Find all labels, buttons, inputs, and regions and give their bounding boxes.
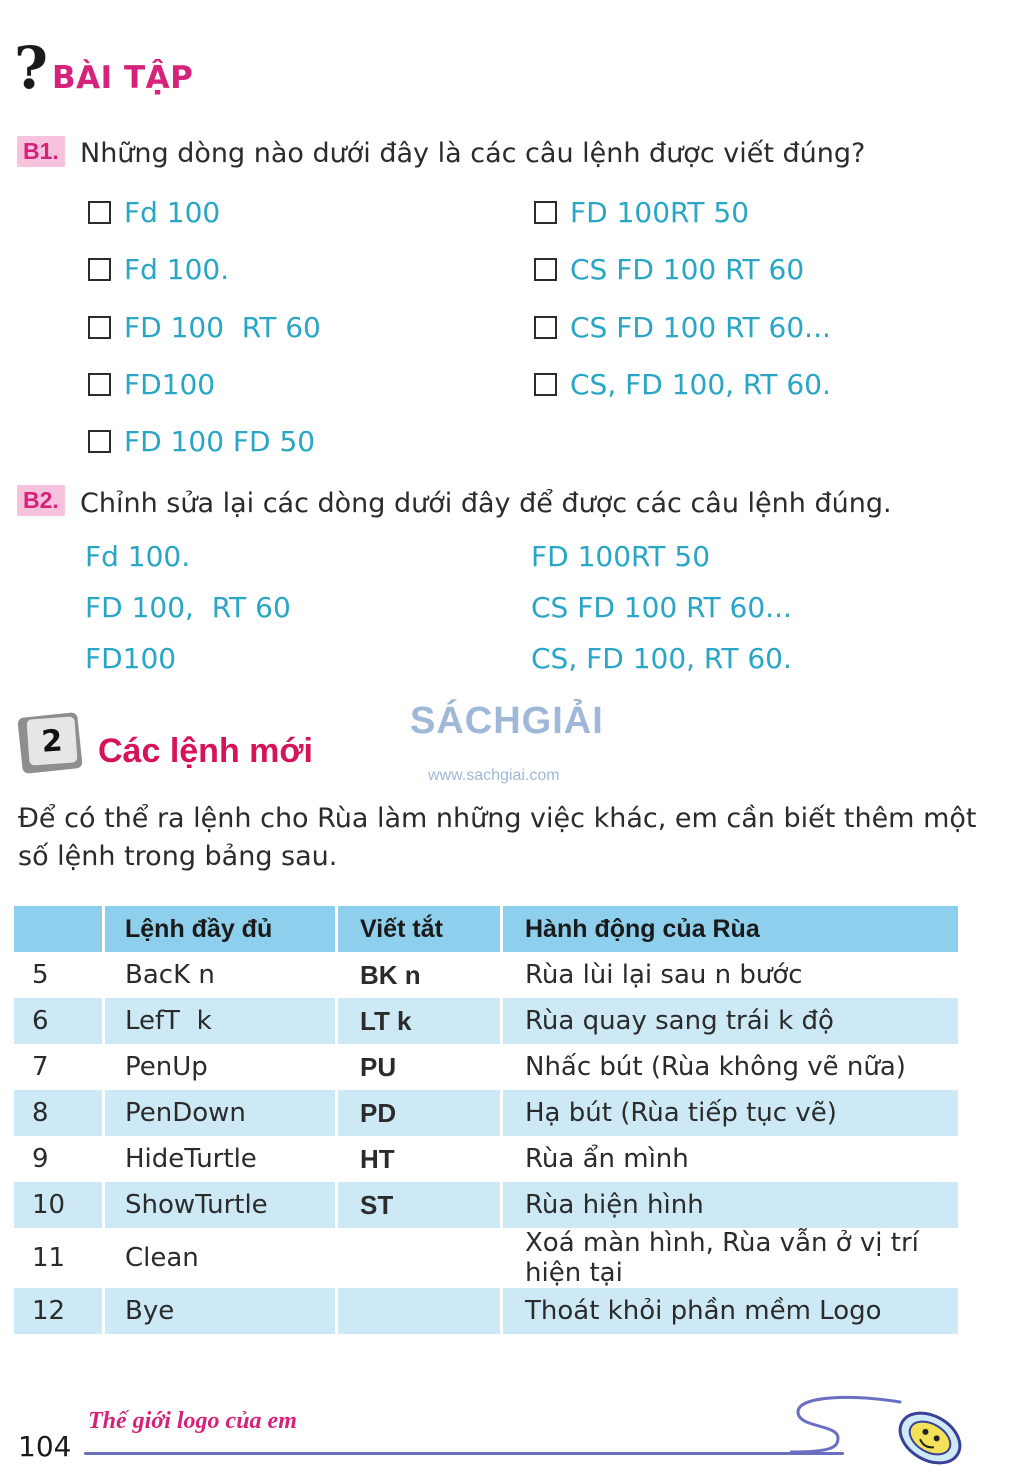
turtle-action: Rùa hiện hình xyxy=(502,1182,959,1228)
abbreviation: ST xyxy=(337,1182,502,1228)
full-command: Bye xyxy=(104,1288,337,1334)
table-row xyxy=(14,1136,958,1182)
option-item[interactable]: Fd 100 xyxy=(88,196,220,229)
full-command: LefT k xyxy=(104,998,337,1044)
exercise-badge-b2: B2. xyxy=(17,485,65,516)
option-item[interactable]: FD100 xyxy=(88,368,215,401)
table-row xyxy=(14,998,958,1044)
checkbox[interactable] xyxy=(88,373,111,396)
table-header xyxy=(14,906,104,952)
checkbox[interactable] xyxy=(534,316,557,339)
abbreviation xyxy=(337,1288,502,1334)
footer-divider xyxy=(84,1452,844,1455)
checkbox[interactable] xyxy=(534,201,557,224)
checkbox[interactable] xyxy=(88,258,111,281)
row-number: 11 xyxy=(32,1243,66,1273)
abbreviation xyxy=(337,1228,502,1288)
full-command: ShowTurtle xyxy=(104,1182,337,1228)
watermark-logo: SÁCHGIẢI xyxy=(410,700,604,742)
full-command: PenUp xyxy=(104,1044,337,1090)
turtle-action: Xoá màn hình, Rùa vẫn ở vị trí hiện tại xyxy=(502,1228,959,1288)
b2-line: FD100 xyxy=(85,642,177,675)
table-row xyxy=(14,952,958,998)
row-number: 12 xyxy=(14,1288,104,1334)
section-title: BÀI TẬP xyxy=(52,60,194,96)
intro-paragraph: Để có thể ra lệnh cho Rùa làm những việc khác, em cần biết thêm một số lệnh trong bảng sau. xyxy=(18,803,977,872)
abbreviation: PD xyxy=(337,1090,502,1136)
turtle-action: Rùa ẩn mình xyxy=(502,1136,959,1182)
option-item[interactable]: FD 100RT 50 xyxy=(534,196,749,229)
b2-line: FD 100, RT 60 xyxy=(85,591,291,624)
full-command: Clean xyxy=(104,1228,337,1288)
book-title: Thế giới logo của em xyxy=(88,1408,297,1434)
commands-table xyxy=(14,906,958,1334)
checkbox[interactable] xyxy=(88,430,111,453)
table-header: Lệnh đầy đủ xyxy=(104,906,337,952)
exercise-badge-b1: B1. xyxy=(17,136,65,167)
exercise-question-b1: Những dòng nào dưới đây là các câu lệnh được viết đúng? xyxy=(80,138,866,169)
section-number: 2 xyxy=(26,716,77,765)
turtle-action: Nhấc bút (Rùa không vẽ nữa) xyxy=(502,1044,959,1090)
option-item[interactable]: CS, FD 100, RT 60. xyxy=(534,368,831,401)
option-item[interactable]: CS FD 100 RT 60 xyxy=(534,253,804,286)
row-number: 10 xyxy=(14,1182,104,1228)
table-header-row xyxy=(14,906,958,952)
abbreviation: BK n xyxy=(337,952,502,998)
exercise-question-b2: Chỉnh sửa lại các dòng dưới đây để được các câu lệnh đúng. xyxy=(80,488,892,519)
turtle-action: Rùa quay sang trái k độ xyxy=(502,998,959,1044)
question-mark-icon: ? xyxy=(14,34,48,102)
checkbox[interactable] xyxy=(534,373,557,396)
turtle-action: Rùa lùi lại sau n bước xyxy=(502,952,959,998)
table-header: Viết tắt xyxy=(337,906,502,952)
table-row xyxy=(14,1044,958,1090)
row-number: 9 xyxy=(32,1144,49,1174)
turtle-action: Thoát khỏi phần mềm Logo xyxy=(502,1288,959,1334)
mouse-icon xyxy=(790,1388,970,1476)
checkbox[interactable] xyxy=(534,258,557,281)
row-number: 5 xyxy=(32,960,49,990)
b2-line: FD 100RT 50 xyxy=(531,540,711,573)
b2-line: CS, FD 100, RT 60. xyxy=(531,642,792,675)
b2-line: Fd 100. xyxy=(85,540,191,573)
option-item[interactable]: CS FD 100 RT 60... xyxy=(534,311,831,344)
b2-line: CS FD 100 RT 60... xyxy=(531,591,792,624)
watermark-url: www.sachgiai.com xyxy=(428,767,560,784)
full-command: BacK n xyxy=(104,952,337,998)
row-number: 6 xyxy=(14,998,104,1044)
checkbox[interactable] xyxy=(88,316,111,339)
abbreviation: LT k xyxy=(337,998,502,1044)
section-heading: Các lệnh mới xyxy=(98,732,314,770)
option-item[interactable]: FD 100 RT 60 xyxy=(88,311,321,344)
page-number: 104 xyxy=(18,1430,72,1463)
full-command: PenDown xyxy=(104,1090,337,1136)
full-command: HideTurtle xyxy=(104,1136,337,1182)
table-row xyxy=(14,1182,958,1228)
option-item[interactable]: FD 100 FD 50 xyxy=(88,425,315,458)
table-row xyxy=(14,1288,958,1334)
row-number: 8 xyxy=(14,1090,104,1136)
table-row xyxy=(14,1228,958,1288)
checkbox[interactable] xyxy=(88,201,111,224)
table-header: Hành động của Rùa xyxy=(502,906,959,952)
option-item[interactable]: Fd 100. xyxy=(88,253,229,286)
table-row xyxy=(14,1090,958,1136)
turtle-action: Hạ bút (Rùa tiếp tục vẽ) xyxy=(502,1090,959,1136)
abbreviation: HT xyxy=(337,1136,502,1182)
abbreviation: PU xyxy=(337,1044,502,1090)
row-number: 7 xyxy=(32,1052,49,1082)
